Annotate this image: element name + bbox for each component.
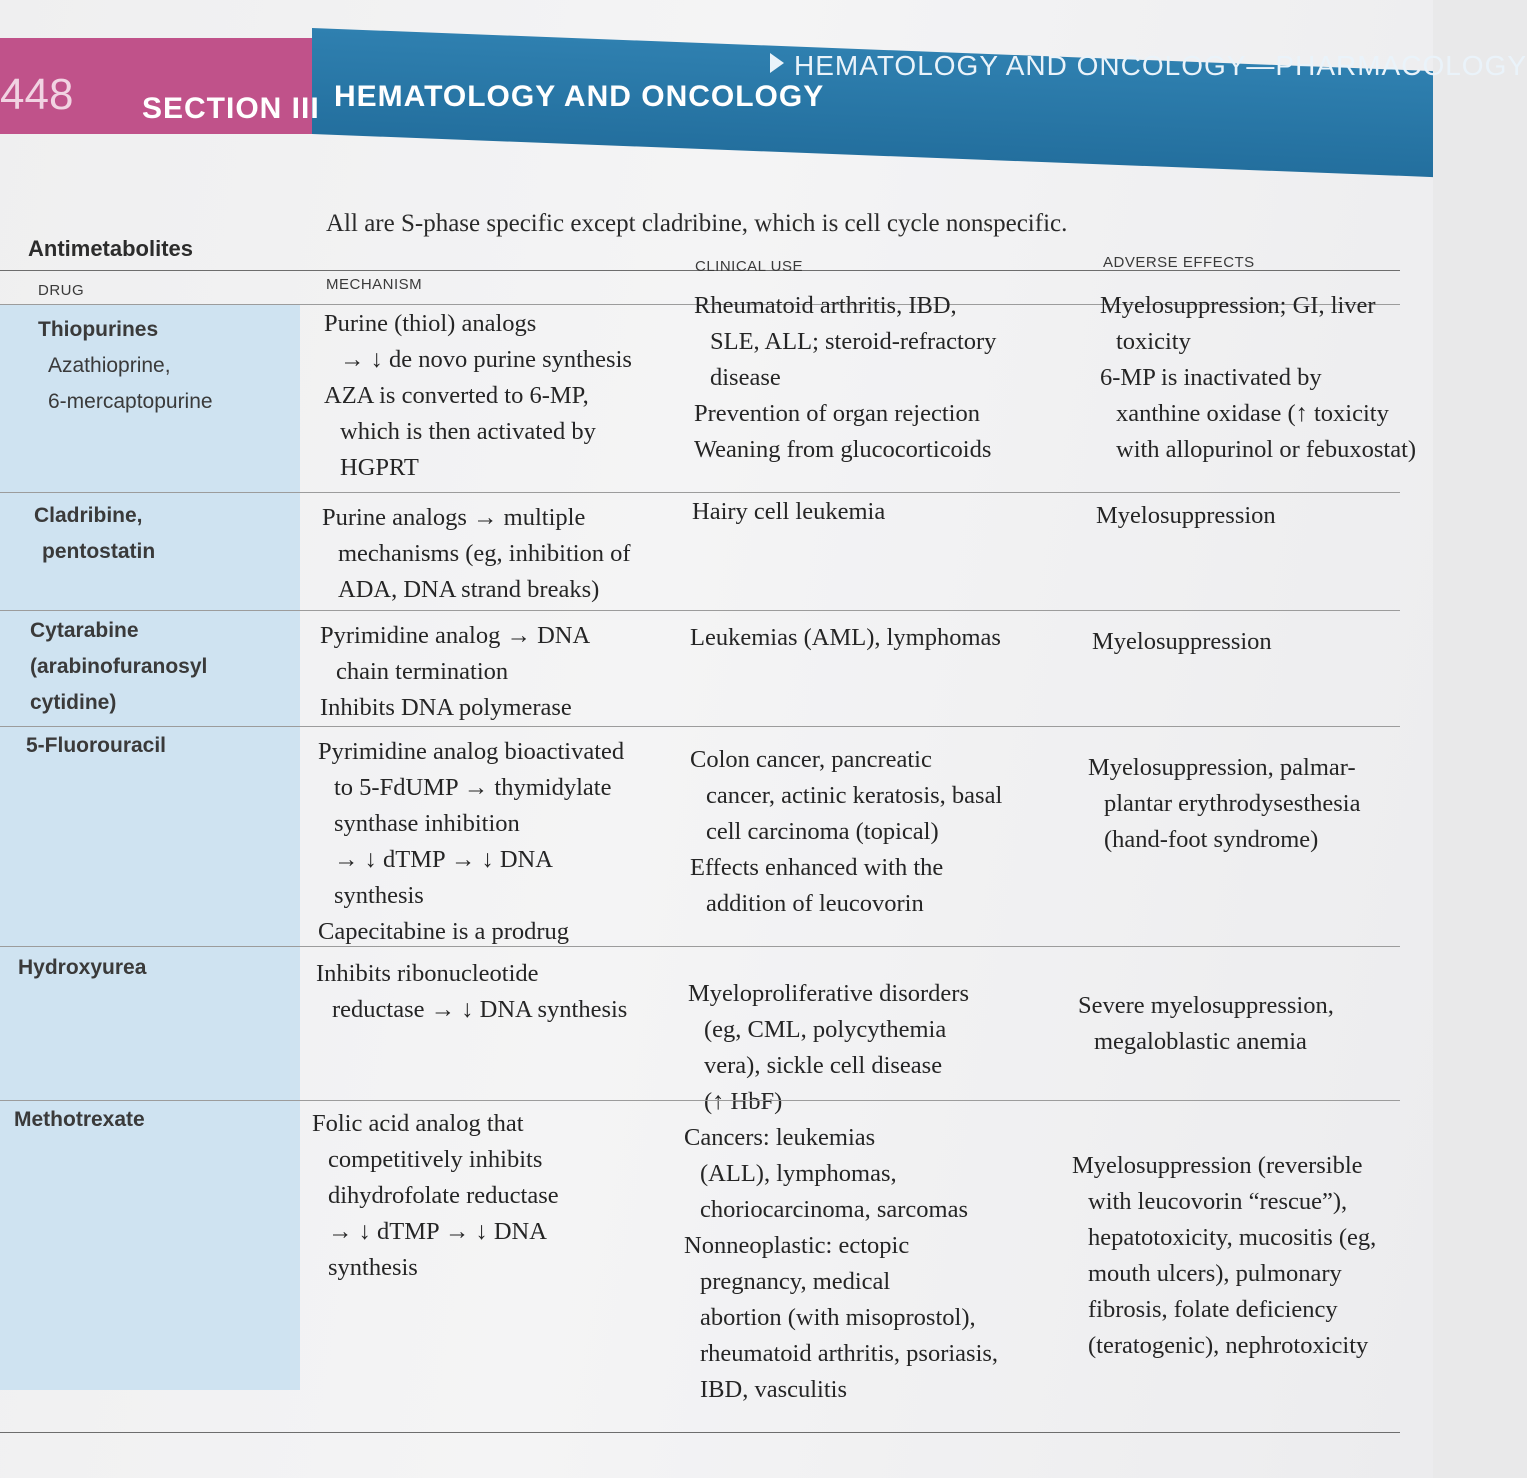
table-subtitle: All are S-phase specific except cladribine, which is cell cycle nonspecific. bbox=[326, 210, 1068, 237]
row-divider bbox=[0, 1100, 1400, 1101]
chapter-label: HEMATOLOGY AND ONCOLOGY bbox=[334, 80, 825, 113]
row-divider bbox=[0, 726, 1400, 727]
row-divider bbox=[0, 946, 1400, 947]
table-row-drug: 5-Fluorouracil bbox=[26, 734, 167, 757]
table-bottom-rule bbox=[0, 1432, 1400, 1433]
table-row-clinical-use: Hairy cell leukemia bbox=[692, 498, 886, 525]
triangle-right-icon bbox=[770, 53, 784, 73]
table-row-adverse-effects: Severe myelosuppression, megaloblastic anemia bbox=[1078, 992, 1334, 1055]
column-header-mechanism: MECHANISM bbox=[326, 276, 423, 293]
row-divider bbox=[0, 492, 1400, 493]
table-row-drug: Hydroxyurea bbox=[18, 956, 147, 979]
table-row-mechanism: Folic acid analog that competitively inhibits dihydrofolate reductase → ↓ dTMP → ↓ DNA synthesis bbox=[312, 1110, 559, 1281]
breadcrumb bbox=[770, 50, 1527, 82]
table-row-mechanism: Pyrimidine analog → DNA chain termination Inhibits DNA polymerase bbox=[320, 622, 591, 721]
row-divider bbox=[0, 610, 1400, 611]
table-row-mechanism: Purine (thiol) analogs → ↓ de novo purine synthesis AZA is converted to 6-MP, which is then activated by HGPRT bbox=[324, 310, 632, 481]
table-row-clinical-use: Rheumatoid arthritis, IBD, SLE, ALL; steroid-refractory disease Prevention of organ rejection Weaning from glucocorticoids bbox=[694, 292, 997, 463]
table-row-clinical-use: Colon cancer, pancreatic cancer, actinic keratosis, basal cell carcinoma (topical) Effects enhanced with the addition of leucovorin bbox=[690, 746, 1003, 917]
table-row-adverse-effects: Myelosuppression bbox=[1092, 628, 1272, 655]
column-header-drug: DRUG bbox=[38, 282, 85, 299]
table-row-adverse-effects: Myelosuppression; GI, liver toxicity 6-MP is inactivated by xanthine oxidase (↑ toxicity with allopurinol or febuxostat) bbox=[1100, 292, 1417, 463]
column-header-adverse-effects: ADVERSE EFFECTS bbox=[1103, 254, 1255, 271]
page-number: 448 bbox=[0, 70, 74, 119]
table-row-mechanism: Pyrimidine analog bioactivated to 5-FdUMP → thymidylate synthase inhibition → ↓ dTMP → ↓ DNA synthesis Capecitabine is a prodrug bbox=[318, 738, 625, 945]
section-label: SECTION III bbox=[142, 92, 320, 125]
table-row-drug: Cytarabine (arabinofuranosyl cytidine) bbox=[30, 619, 208, 714]
breadcrumb-text: HEMATOLOGY AND ONCOLOGY—PHARMACOLOGY bbox=[794, 50, 1527, 81]
table-row-mechanism: Inhibits ribonucleotide reductase → ↓ DNA synthesis bbox=[316, 960, 628, 1023]
table-row-adverse-effects: Myelosuppression (reversible with leucovorin “rescue”), hepatotoxicity, mucositis (eg, mouth ulcers), pulmonary fibrosis, folate deficiency (teratogenic), nephrotoxicity bbox=[1072, 1152, 1377, 1359]
table-row-drug: Cladribine, pentostatin bbox=[34, 504, 156, 563]
column-header-clinical-use: CLINICAL USE bbox=[695, 258, 803, 275]
table-row-clinical-use: Cancers: leukemias (ALL), lymphomas, choriocarcinoma, sarcomas Nonneoplastic: ectopic pregnancy, medical abortion (with misoprostol), rheumatoid arthritis, psoriasis, IBD, vasculitis bbox=[684, 1124, 999, 1403]
table-row-adverse-effects: Myelosuppression, palmar- plantar erythrodysesthesia (hand-foot syndrome) bbox=[1088, 754, 1361, 853]
table-row-adverse-effects: Myelosuppression bbox=[1096, 502, 1276, 529]
table-row-mechanism: Purine analogs → multiple mechanisms (eg, inhibition of ADA, DNA strand breaks) bbox=[322, 504, 631, 603]
table-row-drug: Methotrexate bbox=[14, 1108, 145, 1131]
drug-column-shading bbox=[0, 305, 300, 1390]
table-row-drug: Thiopurines Azathioprine, 6-mercaptopurine bbox=[38, 318, 213, 413]
table-row-clinical-use: Leukemias (AML), lymphomas bbox=[690, 624, 1001, 651]
table-row-clinical-use: Myeloproliferative disorders (eg, CML, polycythemia vera), sickle cell disease (↑ HbF) bbox=[688, 980, 969, 1115]
table-title: Antimetabolites bbox=[28, 236, 194, 261]
